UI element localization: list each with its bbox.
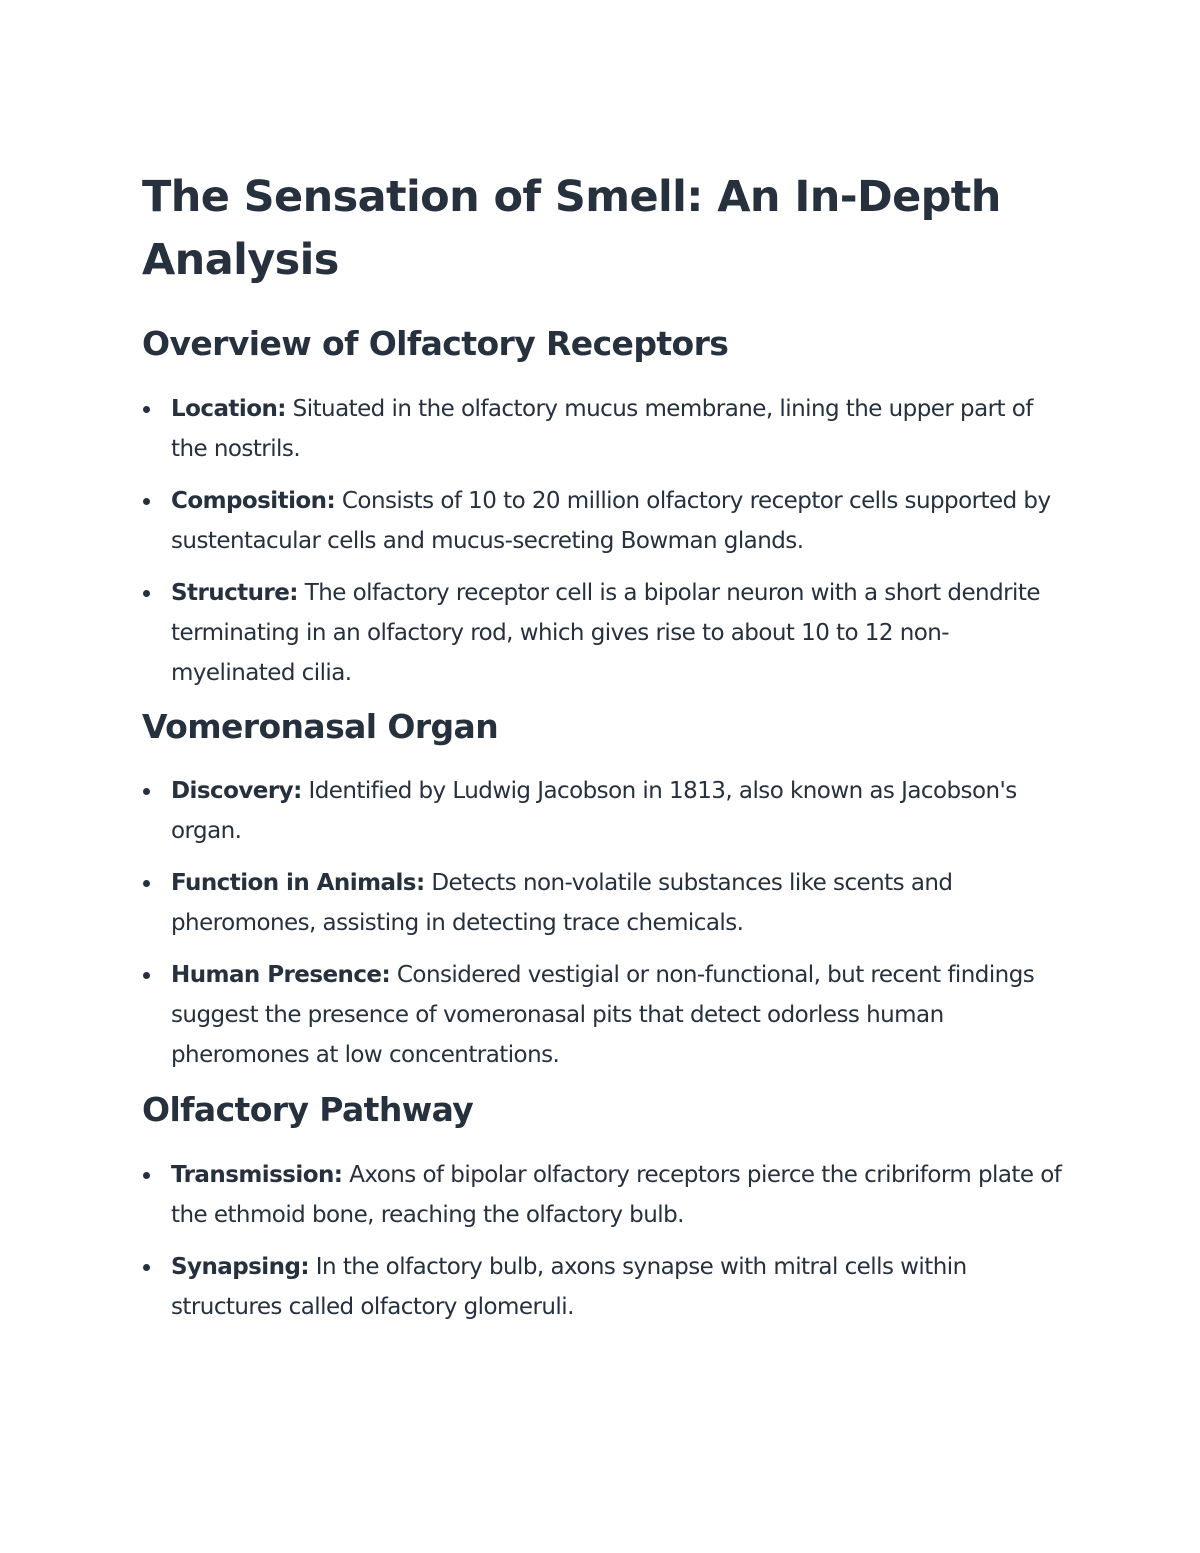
term-colon: : <box>300 1254 310 1280</box>
bullet-icon <box>143 1264 150 1271</box>
item-term: Composition <box>171 488 327 514</box>
bullet-icon <box>143 972 150 979</box>
section-heading-pathway: Olfactory Pathway <box>142 1090 474 1129</box>
item-text: Axons of bipolar olfactory receptors pierce the cribriform plate of the ethmoid bone, reaching the olfactory bulb. <box>171 1162 1062 1228</box>
document-title: The Sensation of Smell: An In-Depth Analysis <box>142 172 1001 285</box>
term-colon: : <box>277 396 286 422</box>
bullet-list-vomeronasal <box>142 771 1072 1075</box>
list-item <box>142 1247 1072 1327</box>
item-term: Location <box>171 396 278 422</box>
item-text: Situated in the olfactory mucus membrane, lining the upper part of the nostrils. <box>171 396 1033 462</box>
term-colon: : <box>381 962 391 988</box>
bullet-list-overview <box>142 389 1072 693</box>
item-text: Considered vestigial or non-functional, but recent findings suggest the presence of vomeronasal pits that detect odorless human pheromones at low concentrations. <box>171 962 1035 1068</box>
item-text: Detects non-volatile substances like scents and pheromones, assisting in detecting trace chemicals. <box>171 870 953 936</box>
item-term: Function in Animals <box>171 870 416 896</box>
list-item <box>142 481 1072 561</box>
section-heading-overview: Overview of Olfactory Receptors <box>142 324 729 363</box>
term-colon: : <box>289 580 298 606</box>
item-text: The olfactory receptor cell is a bipolar neuron with a short dendrite terminating in an olfactory rod, which gives rise to about 10 to 12 non-myelinated cilia. <box>171 580 1040 686</box>
item-text: Identified by Ludwig Jacobson in 1813, also known as Jacobson's organ. <box>171 778 1017 844</box>
bullet-icon <box>143 1172 150 1179</box>
list-item <box>142 771 1072 851</box>
bullet-icon <box>143 788 150 795</box>
bullet-list-pathway <box>142 1155 1072 1327</box>
item-term: Human Presence <box>171 962 382 988</box>
bullet-icon <box>143 406 150 413</box>
term-colon: : <box>415 870 425 896</box>
term-colon: : <box>333 1162 343 1188</box>
bullet-icon <box>143 590 150 597</box>
section-heading-vomeronasal: Vomeronasal Organ <box>142 707 499 746</box>
item-term: Synapsing <box>171 1254 301 1280</box>
bullet-icon <box>143 498 150 505</box>
item-term: Discovery <box>171 778 294 804</box>
term-colon: : <box>293 778 302 804</box>
item-term: Structure <box>171 580 290 606</box>
item-text: Consists of 10 to 20 million olfactory receptor cells supported by sustentacular cells and mucus-secreting Bowman glands. <box>171 488 1051 554</box>
term-colon: : <box>326 488 336 514</box>
list-item <box>142 1155 1072 1235</box>
item-text: In the olfactory bulb, axons synapse with mitral cells within structures called olfactory glomeruli. <box>171 1254 967 1320</box>
list-item <box>142 863 1072 943</box>
item-term: Transmission <box>171 1162 334 1188</box>
list-item <box>142 389 1072 469</box>
document-page <box>142 166 1072 1339</box>
list-item <box>142 573 1072 693</box>
bullet-icon <box>143 880 150 887</box>
list-item <box>142 955 1072 1075</box>
